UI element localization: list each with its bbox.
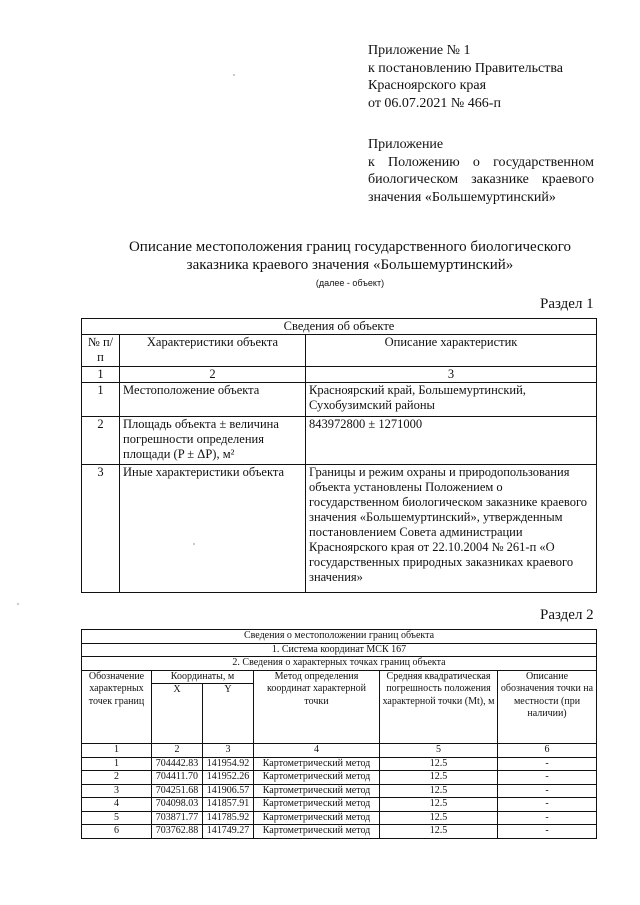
column-index: 3 [306,367,597,383]
header-line: значения «Большемуртинский» [368,189,556,205]
column-header: Координаты, м [152,670,254,684]
appendix-header [368,42,563,112]
row-number: 3 [82,465,120,593]
scan-speck [233,74,235,76]
cell-description: - [498,784,597,798]
title-subnote: (далее - объект) [315,278,385,288]
cell-description: - [498,757,597,771]
column-header: Описание обозначения точки на местности (при наличии) [498,670,597,744]
row-characteristic: Местоположение объекта [120,383,306,417]
cell-method: Картометрический метод [254,811,380,825]
cell-accuracy: 12.5 [380,798,498,812]
column-index: 1 [82,367,120,383]
column-header: № п/п [82,335,120,367]
table-row [82,825,597,839]
table-row [82,784,597,798]
table-row [82,771,597,785]
cell-point: 2 [82,771,152,785]
title-line-1: Описание местоположения границ государственного биологического [128,239,572,255]
column-index: 2 [120,367,306,383]
table-title: Сведения о местоположении границ объекта [82,630,597,644]
row-characteristic: Иные характеристики объекта [120,465,306,593]
points-title: 2. Сведения о характерных точках границ объекта [82,657,597,671]
cell-point: 4 [82,798,152,812]
column-header: Средняя квадратическая погрешность положения характерной точки (Mt), м [380,670,498,744]
cell-description: - [498,771,597,785]
cell-y: 141785.92 [203,811,254,825]
column-header: Обозначение характерных точек границ [82,670,152,744]
header-line: Приложение № 1 [368,43,471,58]
section-1-label: Раздел 1 [540,296,594,312]
cell-accuracy: 12.5 [380,811,498,825]
row-description: 843972800 ± 1271000 [306,417,597,465]
column-index: 4 [254,744,380,758]
column-index: 1 [82,744,152,758]
cell-y: 141954.92 [203,757,254,771]
cell-accuracy: 12.5 [380,757,498,771]
cell-description: - [498,811,597,825]
coordinate-system: 1. Система координат МСК 167 [82,643,597,657]
header-line: биологическом заказнике краевого [368,172,594,187]
object-info-table [81,318,597,593]
column-index: 5 [380,744,498,758]
table-row [82,383,597,417]
table-row [82,417,597,465]
cell-x: 704442.83 [152,757,203,771]
cell-y: 141906.57 [203,784,254,798]
table-row [82,798,597,812]
row-number: 2 [82,417,120,465]
appendix-subheader [368,136,594,206]
cell-y: 141749.27 [203,825,254,839]
cell-y: 141952.26 [203,771,254,785]
cell-point: 1 [82,757,152,771]
boundary-points-table [81,629,597,839]
cell-point: 3 [82,784,152,798]
cell-y: 141857.91 [203,798,254,812]
cell-method: Картометрический метод [254,825,380,839]
header-line: от 06.07.2021 № 466-п [368,95,501,111]
header-app-title: Приложение [368,137,444,152]
header-line: к Положению о государственном [368,154,594,170]
cell-point: 5 [82,811,152,825]
column-header: X [152,684,203,744]
header-line: Красноярского края [368,78,487,93]
title-line-2: заказника краевого значения «Большемуртинский» [186,257,514,273]
table-title: Сведения об объекте [82,319,597,335]
cell-description: - [498,798,597,812]
scan-speck [17,603,19,605]
cell-x: 704098.03 [152,798,203,812]
cell-description: - [498,825,597,839]
cell-accuracy: 12.5 [380,784,498,798]
cell-method: Картометрический метод [254,757,380,771]
column-header: Описание характеристик [306,335,597,367]
table-row [82,465,597,593]
table-row [82,757,597,771]
column-index: 2 [152,744,203,758]
document-title [60,238,640,274]
cell-x: 704251.68 [152,784,203,798]
column-index: 6 [498,744,597,758]
cell-point: 6 [82,825,152,839]
row-characteristic: Площадь объекта ± величина погрешности определения площади (P ± ΔP), м² [120,417,306,465]
cell-x: 703871.77 [152,811,203,825]
cell-method: Картометрический метод [254,784,380,798]
cell-x: 703762.88 [152,825,203,839]
header-line: к постановлению Правительства [368,60,564,76]
section-2-label: Раздел 2 [540,607,594,623]
column-index: 3 [203,744,254,758]
cell-x: 704411.70 [152,771,203,785]
cell-method: Картометрический метод [254,771,380,785]
column-header: Y [203,684,254,744]
row-description: Красноярский край, Большемуртинский, Сухобузимский районы [306,383,597,417]
row-number: 1 [82,383,120,417]
table-row [82,811,597,825]
column-header: Характеристики объекта [120,335,306,367]
cell-accuracy: 12.5 [380,825,498,839]
cell-accuracy: 12.5 [380,771,498,785]
column-header: Метод определения координат характерной точки [254,670,380,744]
row-description: Границы и режим охраны и природопользования объекта установлены Положением о государственном биологическом заказнике краевого значения «Большемуртинский», утвержденным постановлением Совета администрации Красноярского края от 22.10.2004 № 261-п «О государственных природных заказниках краевого значения» [306,465,597,593]
cell-method: Картометрический метод [254,798,380,812]
